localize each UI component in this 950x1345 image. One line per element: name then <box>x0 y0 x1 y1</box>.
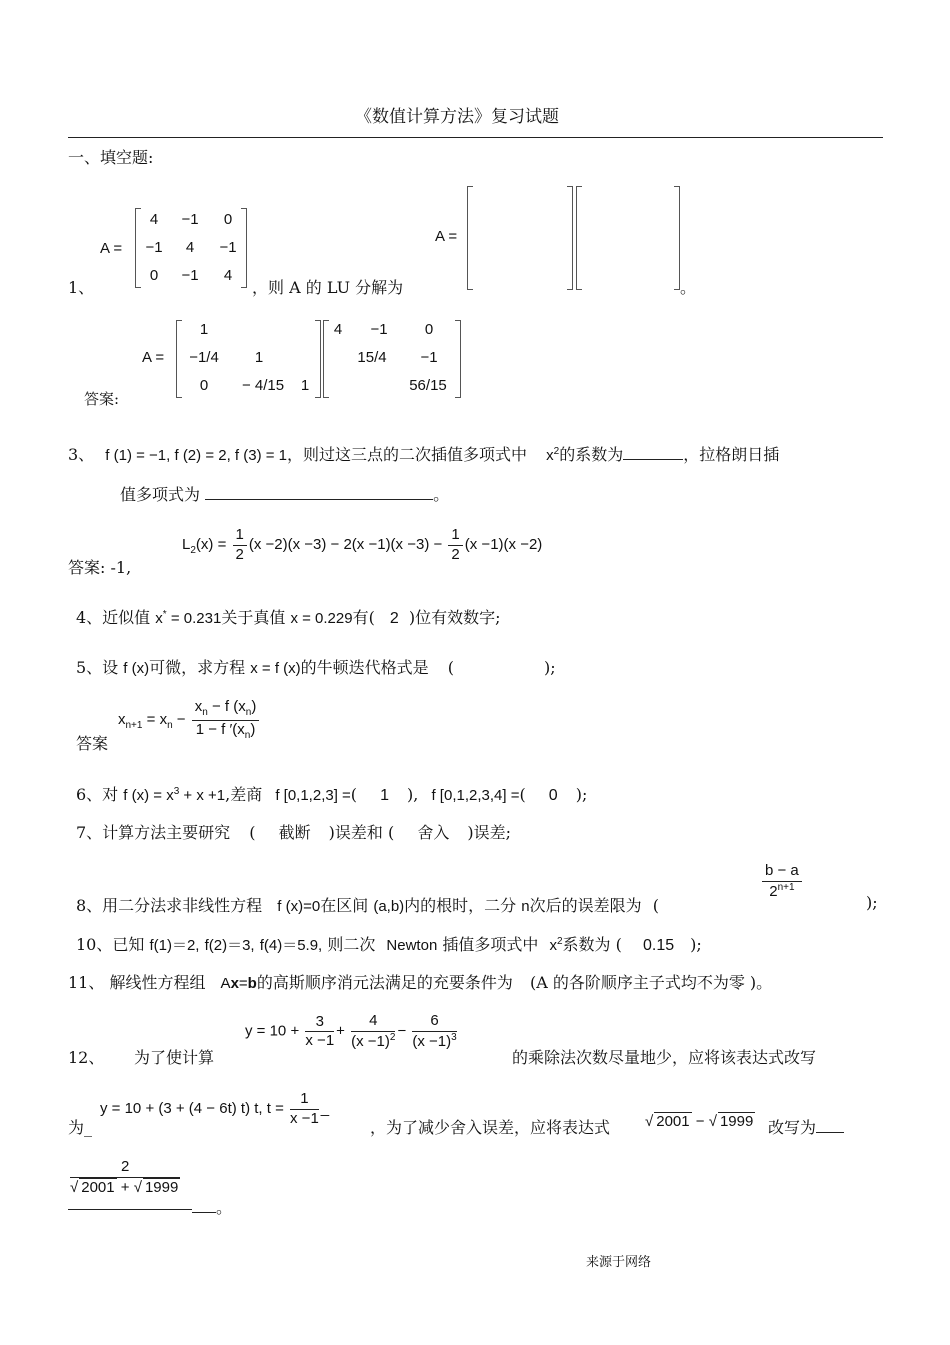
matrix-cell: 15/4 <box>357 349 387 366</box>
matrix-cell: 4 <box>333 321 343 338</box>
q8-line: 8、用二分法求非线性方程 f (x)=0在区间 (a,b)内的根时，二分 n次后的误差限为 ( <box>76 896 659 915</box>
q6-answer-2: 0 <box>548 787 558 804</box>
matrix-cell: − 4/15 <box>241 377 285 394</box>
q10-answer: 0.15 <box>642 937 675 954</box>
q3-x2: $x^2$ <box>546 446 560 464</box>
matrix-cell: 0 <box>199 377 209 394</box>
matrix-cell: −1 <box>145 239 163 256</box>
q12-text1: 为了使计算 <box>134 1048 215 1067</box>
q5-answer-label: 答案 <box>76 734 109 753</box>
q3-text1: ，则过这三点的二次插值多项式中 <box>287 445 528 464</box>
q3-answer-label: 答案: -1, <box>68 558 132 577</box>
q1-answer-label: 答案: <box>84 390 120 408</box>
q7-line: 7、计算方法主要研究 ( 截断 )误差和 ( 舍入 )误差; <box>76 823 511 842</box>
q12-text3: ，为了减少舍入误差，应将表达式 <box>370 1118 611 1137</box>
q4-answer: 2 <box>389 610 399 627</box>
q1-matrix <box>135 208 247 288</box>
q1-empty-matrix-u <box>576 186 680 290</box>
q3-line2-text: 值多项式为 <box>120 485 201 504</box>
q7-answer-2: 舍入 <box>417 823 450 842</box>
q3-number: 3、 <box>68 445 95 464</box>
q12-number: 12、 <box>68 1048 105 1067</box>
matrix-cell: 4 <box>149 211 159 228</box>
q12-answer-1: y = 10 + (3 + (4 − 6t) t) t, t = $\frac{1}{x -1}$ _ <box>100 1090 330 1127</box>
matrix-cell: 1 <box>300 377 310 394</box>
q6-answer-1: 1 <box>380 787 390 804</box>
matrix-cell: 1 <box>199 321 209 338</box>
q3-text2: 的系数为 <box>559 445 624 464</box>
q3-line1 <box>68 442 779 465</box>
title-divider <box>68 137 883 138</box>
q1-text: ，则 A 的 LU 分解为 <box>252 278 404 297</box>
q1-empty-matrix-l <box>467 186 573 290</box>
q3-line2 <box>120 482 449 505</box>
q10-line: 10、已知 f(1)＝2, f(2)＝3, f(4)＝5.9, 则二次 Newton 插值多项式中 $x^2$系数为 ( 0.15 ); <box>76 935 702 954</box>
matrix-cell: 0 <box>149 267 159 284</box>
matrix-cell: −1 <box>219 239 237 256</box>
q3-text3: ，拉格朗日插 <box>683 445 780 464</box>
matrix-cell: 4 <box>185 239 195 256</box>
q1-number: 1、 <box>68 278 95 297</box>
matrix-cell: 1 <box>254 349 264 366</box>
q1-answer-lhs: A = <box>142 349 165 366</box>
matrix-cell: 0 <box>424 321 434 338</box>
q3-blank-1[interactable] <box>623 459 683 460</box>
matrix-cell: −1 <box>181 211 199 228</box>
matrix-cell: 56/15 <box>409 377 447 394</box>
q12-wei: 为_ <box>68 1118 93 1137</box>
matrix-cell: −1 <box>370 321 388 338</box>
q12-end: 。 <box>192 1195 232 1218</box>
q12-answer-2: $\frac{2}{√ 2001 + √ 1999}$ <box>70 1158 179 1196</box>
q3-end: 。 <box>433 485 450 504</box>
q11-line: 11、 解线性方程组 Ax=b的高斯顺序消元法满足的充要条件为 (A 的各阶顺序主子式均不为零 )。 <box>68 973 773 992</box>
page-title: 《数值计算方法》复习试题 <box>355 107 559 127</box>
footer-source: 来源于网络 <box>586 1255 652 1270</box>
q12-sqrt-expression: √ 2001 − √ 1999 <box>645 1113 754 1130</box>
q3-blank-2[interactable] <box>205 499 433 500</box>
q3-conditions: f (1) = −1, f (2) = 2, f (3) = 1 <box>105 447 288 464</box>
q11-answer: (A 的各阶顺序主子式均不为零 ) <box>529 973 757 992</box>
q7-answer-1: 截断 <box>278 823 311 842</box>
q4-line: 4、近似值 x* = 0.231关于真值 x = 0.229有( 2 )位有效数字; <box>76 608 501 627</box>
q8-end: ); <box>866 893 878 912</box>
q1-lhs: A = <box>100 240 123 257</box>
q1-rhs: A = <box>435 228 458 245</box>
matrix-cell: 0 <box>223 211 233 228</box>
q1-end: 。 <box>680 278 697 297</box>
q1-answer-L <box>176 320 321 398</box>
q12-answer-underline <box>68 1209 192 1210</box>
q8-answer-fraction: $\frac{b - a}{2^{n+1}}$ <box>760 862 804 902</box>
q5-answer-formula: $x_{n+1} = x_n$ − $\frac{x_n - f (x_n)}{1 - f '(x_n)}$ <box>118 698 261 742</box>
q1-answer-U <box>323 320 461 398</box>
q6-line: 6、对 f $(x) = x^3 + x +1$,差商 f [0,1,2,3] =( 1 ), f [0,1,2,3,4] =( 0 ); <box>76 785 588 804</box>
q12-text2: 的乘除法次数尽量地少，应将该表达式改写 <box>512 1048 817 1067</box>
matrix-cell: −1/4 <box>189 349 219 366</box>
q3-answer-formula: $L_2(x)$ = $\frac{1}{2}$ (x −2)(x −3) − 2(x −1)(x −3) − $\frac{1}{2}$ (x −1)(x −2) <box>182 526 543 563</box>
q5-line: 5、设 f (x)可微，求方程 x = f (x)的牛顿迭代格式是 ( ); <box>76 658 556 677</box>
matrix-cell: −1 <box>420 349 438 366</box>
q12-text4: 改写为 <box>768 1115 844 1138</box>
matrix-cell: 4 <box>223 267 233 284</box>
section-heading: 一、填空题: <box>68 148 154 167</box>
q12-expression: y = 10 + $\frac{3}{x -1}$ + $\frac{4}{(x -1)^2}$ − $\frac{6}{(x -1)^3}$ <box>245 1012 457 1050</box>
matrix-cell: −1 <box>181 267 199 284</box>
